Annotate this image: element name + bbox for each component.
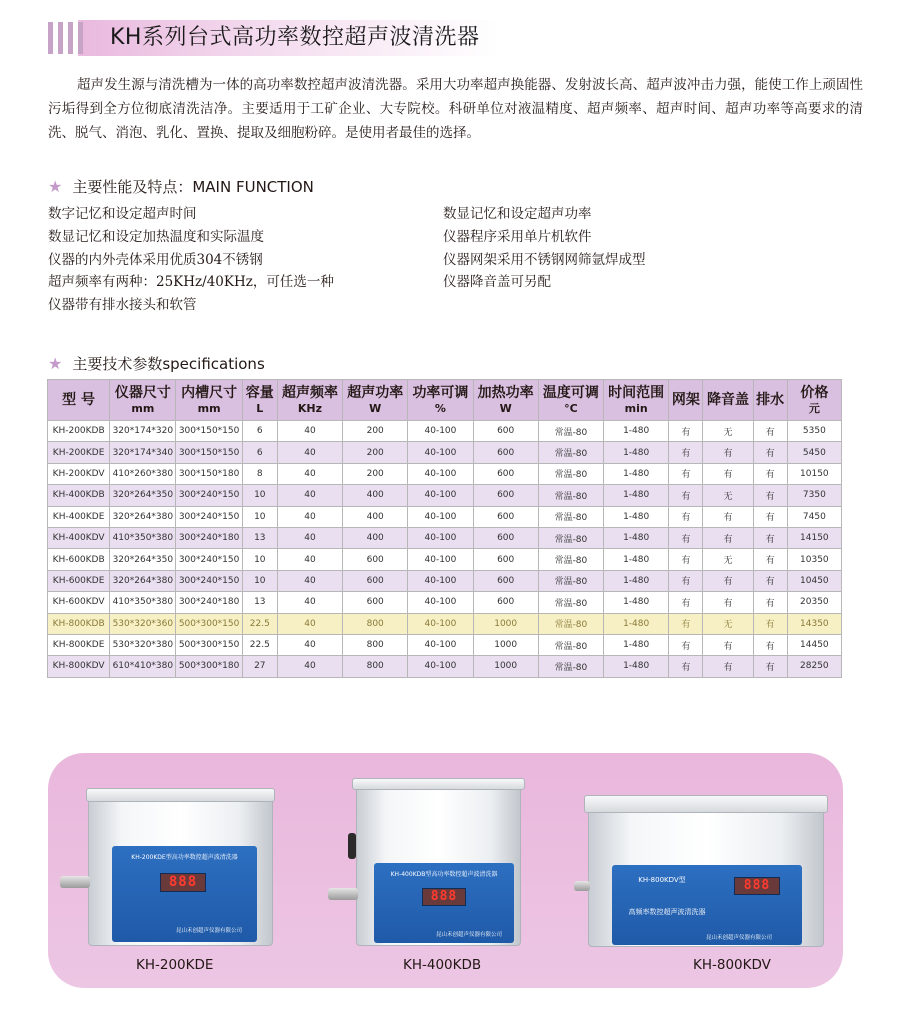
product-label: KH-800KDV — [693, 957, 771, 973]
table-cell: 600 — [473, 485, 538, 506]
table-cell: 300*240*150 — [176, 549, 242, 570]
table-cell: 400 — [343, 485, 408, 506]
table-row — [48, 463, 842, 484]
table-cell: KH-600KDB — [48, 549, 110, 570]
table-cell: 300*240*150 — [176, 485, 242, 506]
table-row — [48, 442, 842, 463]
table-cell: 200 — [343, 421, 408, 442]
table-cell: 有 — [753, 527, 787, 548]
table-cell: 320*174*340 — [110, 442, 176, 463]
column-header — [408, 380, 473, 421]
machine-lid — [352, 778, 525, 790]
product-image-kh800kdv — [588, 795, 824, 947]
column-header — [538, 380, 603, 421]
table-cell: KH-200KDV — [48, 463, 110, 484]
column-header-unit: L — [256, 402, 264, 415]
table-cell: 1-480 — [604, 442, 669, 463]
drain-valve — [60, 876, 90, 888]
feature-item: 仪器网架采用不锈钢网筛氩焊成型 — [443, 251, 646, 268]
table-cell: 600 — [473, 549, 538, 570]
table-cell: 14450 — [787, 634, 841, 655]
column-header — [703, 380, 753, 421]
led-display: 888 — [422, 888, 466, 906]
table-cell: KH-400KDB — [48, 485, 110, 506]
table-cell: 320*174*320 — [110, 421, 176, 442]
table-cell: 常温-80 — [538, 549, 603, 570]
feature-item: 数显记忆和设定加热温度和实际温度 — [48, 228, 264, 245]
spec-title: 主要技术参数specifications — [72, 355, 265, 373]
feature-item: 仪器带有排水接头和软管 — [48, 297, 197, 314]
machine-lid — [86, 788, 275, 802]
product-label: KH-200KDE — [136, 957, 214, 973]
table-cell: 有 — [703, 442, 753, 463]
table-cell: 5350 — [787, 421, 841, 442]
table-cell: 530*320*380 — [110, 634, 176, 655]
table-cell: 有 — [753, 485, 787, 506]
header-stripes — [48, 22, 84, 54]
table-cell: 1-480 — [604, 527, 669, 548]
column-header-unit: KHz — [297, 402, 323, 415]
column-header-unit: mm — [197, 402, 221, 415]
table-row — [48, 485, 842, 506]
column-header — [787, 380, 841, 421]
table-cell: 600 — [343, 549, 408, 570]
column-header — [176, 380, 242, 421]
table-row — [48, 421, 842, 442]
table-cell: 1-480 — [604, 634, 669, 655]
table-cell: KH-800KDV — [48, 656, 110, 677]
feature-item: 仪器的内外壳体采用优质304不锈钢 — [48, 251, 263, 268]
table-cell: 常温-80 — [538, 506, 603, 527]
table-cell: 40-100 — [408, 634, 473, 655]
table-cell: 常温-80 — [538, 485, 603, 506]
column-header-unit: min — [624, 402, 648, 415]
feature-item: 超声频率有两种：25KHz/40KHz，可任选一种 — [48, 274, 334, 291]
table-cell: 1-480 — [604, 463, 669, 484]
table-cell: 无 — [703, 485, 753, 506]
table-cell: 有 — [669, 634, 703, 655]
table-cell: 40 — [277, 463, 342, 484]
table-row — [48, 527, 842, 548]
table-cell: 40 — [277, 549, 342, 570]
table-cell: 有 — [753, 570, 787, 591]
table-cell: 有 — [669, 463, 703, 484]
panel-label: KH-800KDV型 — [638, 876, 686, 884]
table-cell: 600 — [473, 592, 538, 613]
table-cell: 300*150*150 — [176, 421, 242, 442]
table-cell: 1-480 — [604, 613, 669, 634]
table-cell: 14350 — [787, 613, 841, 634]
panel-label: KH-400KDB型高功率数控超声波清洗器 — [390, 871, 498, 878]
power-cord — [348, 833, 356, 859]
table-cell: 1-480 — [604, 506, 669, 527]
table-row — [48, 506, 842, 527]
table-cell: 500*300*180 — [176, 656, 242, 677]
table-cell: 有 — [703, 570, 753, 591]
table-cell: 有 — [703, 527, 753, 548]
feature-item: 数字记忆和设定超声时间 — [48, 206, 197, 222]
table-cell: 300*240*150 — [176, 506, 242, 527]
table-cell: 40-100 — [408, 442, 473, 463]
table-cell: 13 — [242, 527, 277, 548]
table-cell: 410*260*380 — [110, 463, 176, 484]
table-cell: 500*300*150 — [176, 613, 242, 634]
table-cell: 常温-80 — [538, 421, 603, 442]
table-cell: 有 — [669, 592, 703, 613]
column-header-label: 降音盖 — [706, 392, 749, 408]
table-cell: KH-200KDE — [48, 442, 110, 463]
table-cell: KH-600KDV — [48, 592, 110, 613]
table-cell: 有 — [753, 506, 787, 527]
table-row — [48, 613, 842, 634]
table-cell: 410*350*380 — [110, 527, 176, 548]
table-cell: 800 — [343, 656, 408, 677]
table-cell: 5450 — [787, 442, 841, 463]
table-cell: 600 — [343, 570, 408, 591]
table-cell: 600 — [343, 592, 408, 613]
table-cell: 200 — [343, 442, 408, 463]
panel-label: 高频率数控超声波清洗器 — [628, 908, 706, 916]
table-row — [48, 592, 842, 613]
table-cell: 600 — [473, 421, 538, 442]
table-cell: 1000 — [473, 634, 538, 655]
table-cell: 无 — [703, 549, 753, 570]
table-cell: 有 — [669, 506, 703, 527]
table-cell: 有 — [753, 634, 787, 655]
table-cell: 40 — [277, 506, 342, 527]
table-cell: 6 — [242, 421, 277, 442]
table-cell: 无 — [703, 613, 753, 634]
column-header-label: 加热功率 — [477, 385, 534, 401]
table-cell: 常温-80 — [538, 442, 603, 463]
table-cell: 7350 — [787, 485, 841, 506]
column-header-label: 时间范围 — [608, 385, 665, 401]
table-cell: 常温-80 — [538, 527, 603, 548]
table-cell: 300*240*180 — [176, 527, 242, 548]
table-cell: 40-100 — [408, 421, 473, 442]
table-cell: 500*300*150 — [176, 634, 242, 655]
table-cell: 1000 — [473, 656, 538, 677]
table-cell: KH-200KDB — [48, 421, 110, 442]
table-row — [48, 549, 842, 570]
table-cell: 常温-80 — [538, 592, 603, 613]
column-header — [343, 380, 408, 421]
page-header — [48, 18, 868, 58]
table-body — [48, 421, 842, 678]
column-header — [48, 380, 110, 421]
column-header-label: 仪器尺寸 — [114, 385, 171, 401]
table-cell: 300*240*180 — [176, 592, 242, 613]
table-cell: 1-480 — [604, 421, 669, 442]
table-cell: 有 — [669, 570, 703, 591]
led-display: 888 — [160, 873, 206, 892]
table-cell: 有 — [753, 442, 787, 463]
table-cell: 有 — [703, 506, 753, 527]
table-cell: 有 — [753, 421, 787, 442]
features-left-column — [48, 203, 334, 317]
table-cell: 有 — [703, 463, 753, 484]
table-cell: 300*150*180 — [176, 463, 242, 484]
table-cell: 10 — [242, 506, 277, 527]
features-heading — [48, 176, 314, 197]
table-cell: 320*264*350 — [110, 549, 176, 570]
drain-valve — [328, 888, 358, 900]
star-icon: ★ — [48, 177, 63, 196]
table-cell: 有 — [703, 592, 753, 613]
company-label: 昆山禾创超声仪器有限公司 — [436, 932, 503, 938]
feature-item: 仪器程序采用单片机软件 — [443, 228, 592, 245]
product-image-kh400kdb — [356, 778, 521, 946]
table-cell: 300*150*150 — [176, 442, 242, 463]
table-cell: 610*410*380 — [110, 656, 176, 677]
page-title: KH系列台式高功率数控超声波清洗器 — [110, 25, 480, 50]
table-cell: 有 — [753, 613, 787, 634]
table-cell: 8 — [242, 463, 277, 484]
column-header-unit: W — [369, 402, 382, 415]
company-label: 昆山禾创超声仪器有限公司 — [176, 928, 243, 934]
table-cell: 10150 — [787, 463, 841, 484]
column-header-label: 超声功率 — [347, 385, 404, 401]
table-cell: 有 — [753, 463, 787, 484]
table-cell: KH-400KDE — [48, 506, 110, 527]
table-cell: 13 — [242, 592, 277, 613]
table-cell: 有 — [669, 549, 703, 570]
table-cell: 有 — [703, 656, 753, 677]
table-cell: 410*350*380 — [110, 592, 176, 613]
table-cell: 320*264*380 — [110, 506, 176, 527]
table-cell: KH-800KDE — [48, 634, 110, 655]
table-cell: KH-800KDB — [48, 613, 110, 634]
table-cell: 27 — [242, 656, 277, 677]
column-header — [473, 380, 538, 421]
column-header-label: 内槽尺寸 — [181, 385, 238, 401]
table-cell: 28250 — [787, 656, 841, 677]
column-header-unit: W — [499, 402, 512, 415]
table-cell: 200 — [343, 463, 408, 484]
table-cell: 40 — [277, 634, 342, 655]
column-header — [110, 380, 176, 421]
table-cell: 有 — [753, 549, 787, 570]
table-cell: 40 — [277, 485, 342, 506]
table-cell: 1-480 — [604, 570, 669, 591]
led-display: 888 — [734, 877, 780, 895]
column-header — [277, 380, 342, 421]
table-cell: 10450 — [787, 570, 841, 591]
spec-table — [47, 379, 842, 678]
column-header-label: 网架 — [671, 392, 700, 408]
feature-item: 数显记忆和设定超声功率 — [443, 206, 592, 222]
table-cell: 300*240*150 — [176, 570, 242, 591]
table-cell: 40 — [277, 570, 342, 591]
table-cell: 有 — [669, 527, 703, 548]
table-cell: 常温-80 — [538, 463, 603, 484]
table-row — [48, 634, 842, 655]
table-cell: 常温-80 — [538, 634, 603, 655]
table-cell: 10 — [242, 485, 277, 506]
table-cell: 10350 — [787, 549, 841, 570]
column-header-label: 排水 — [756, 392, 785, 408]
column-header-unit: mm — [131, 402, 155, 415]
panel-label: KH-200KDE型高功率数控超声波清洗器 — [131, 854, 238, 861]
table-cell: 1-480 — [604, 485, 669, 506]
table-cell: 600 — [473, 506, 538, 527]
table-cell: 有 — [669, 442, 703, 463]
table-cell: 常温-80 — [538, 613, 603, 634]
table-cell: 有 — [703, 634, 753, 655]
table-cell: 6 — [242, 442, 277, 463]
column-header-label: 价格 — [800, 385, 829, 401]
table-cell: 600 — [473, 570, 538, 591]
column-header-unit: °C — [564, 402, 578, 415]
table-cell: 1-480 — [604, 549, 669, 570]
column-header-unit: 元 — [808, 402, 820, 415]
column-header — [669, 380, 703, 421]
table-cell: 40-100 — [408, 506, 473, 527]
table-cell: 600 — [473, 527, 538, 548]
table-cell: 无 — [703, 421, 753, 442]
table-cell: 有 — [669, 656, 703, 677]
table-cell: 有 — [753, 656, 787, 677]
table-cell: 1-480 — [604, 592, 669, 613]
spec-heading — [48, 353, 265, 374]
table-cell: 40-100 — [408, 570, 473, 591]
table-cell: 320*264*350 — [110, 485, 176, 506]
table-cell: 800 — [343, 634, 408, 655]
feature-item: 仪器降音盖可另配 — [443, 274, 551, 291]
table-cell: 常温-80 — [538, 656, 603, 677]
table-row — [48, 656, 842, 677]
features-right-column — [443, 203, 646, 294]
column-header-label: 功率可调 — [412, 385, 469, 401]
product-showcase — [48, 753, 843, 988]
machine-lid — [584, 795, 828, 813]
product-label: KH-400KDB — [403, 957, 482, 973]
table-cell: 22.5 — [242, 634, 277, 655]
table-cell: 40-100 — [408, 656, 473, 677]
table-cell: 400 — [343, 506, 408, 527]
table-cell: KH-400KDV — [48, 527, 110, 548]
column-header — [604, 380, 669, 421]
table-cell: 40 — [277, 656, 342, 677]
table-cell: 800 — [343, 613, 408, 634]
drain-valve — [574, 881, 590, 891]
table-cell: 20350 — [787, 592, 841, 613]
table-cell: 14150 — [787, 527, 841, 548]
column-header — [242, 380, 277, 421]
table-row — [48, 570, 842, 591]
table-cell: 40 — [277, 592, 342, 613]
star-icon: ★ — [48, 354, 63, 373]
table-cell: 600 — [473, 442, 538, 463]
table-cell: 40 — [277, 527, 342, 548]
column-header-label: 温度可调 — [542, 385, 599, 401]
intro-paragraph: 超声发生源与清洗槽为一体的高功率数控超声波清洗器。采用大功率超声换能器、发射波长高、超声波冲击力强，能使工作上顽固性污垢得到全方位彻底清洗洁净。主要适用于工矿企业、大专院校。科研单位对液温精度、超声频率、超声时间、超声功率等高要求的清洗、脱气、消泡、乳化、置换、提取及细胞粉碎。是使用者最佳的选择。 — [48, 77, 863, 141]
table-cell: 有 — [669, 485, 703, 506]
table-cell: 有 — [669, 613, 703, 634]
table-cell: 7450 — [787, 506, 841, 527]
table-cell: 常温-80 — [538, 570, 603, 591]
table-cell: 有 — [753, 592, 787, 613]
table-cell: 40 — [277, 421, 342, 442]
table-cell: 40 — [277, 613, 342, 634]
table-cell: 400 — [343, 527, 408, 548]
table-cell: 40-100 — [408, 549, 473, 570]
table-cell: 600 — [473, 463, 538, 484]
column-header — [753, 380, 787, 421]
column-header-label: 型 号 — [62, 392, 96, 408]
column-header-label: 超声频率 — [281, 385, 338, 401]
table-header-row — [48, 380, 842, 421]
table-cell: 10 — [242, 549, 277, 570]
company-label: 昆山禾创超声仪器有限公司 — [706, 935, 773, 941]
table-cell: 1-480 — [604, 656, 669, 677]
product-image-kh200kde — [88, 786, 273, 946]
table-cell: KH-600KDE — [48, 570, 110, 591]
table-cell: 22.5 — [242, 613, 277, 634]
table-cell: 40 — [277, 442, 342, 463]
table-cell: 有 — [669, 421, 703, 442]
table-cell: 40-100 — [408, 463, 473, 484]
table-cell: 40-100 — [408, 592, 473, 613]
table-cell: 530*320*360 — [110, 613, 176, 634]
table-cell: 1000 — [473, 613, 538, 634]
table-cell: 10 — [242, 570, 277, 591]
table-cell: 40-100 — [408, 613, 473, 634]
column-header-unit: % — [434, 402, 446, 415]
table-cell: 320*264*380 — [110, 570, 176, 591]
table-cell: 40-100 — [408, 527, 473, 548]
table-cell: 40-100 — [408, 485, 473, 506]
features-title: 主要性能及特点：MAIN FUNCTION — [72, 178, 314, 196]
column-header-label: 容量 — [245, 385, 274, 401]
